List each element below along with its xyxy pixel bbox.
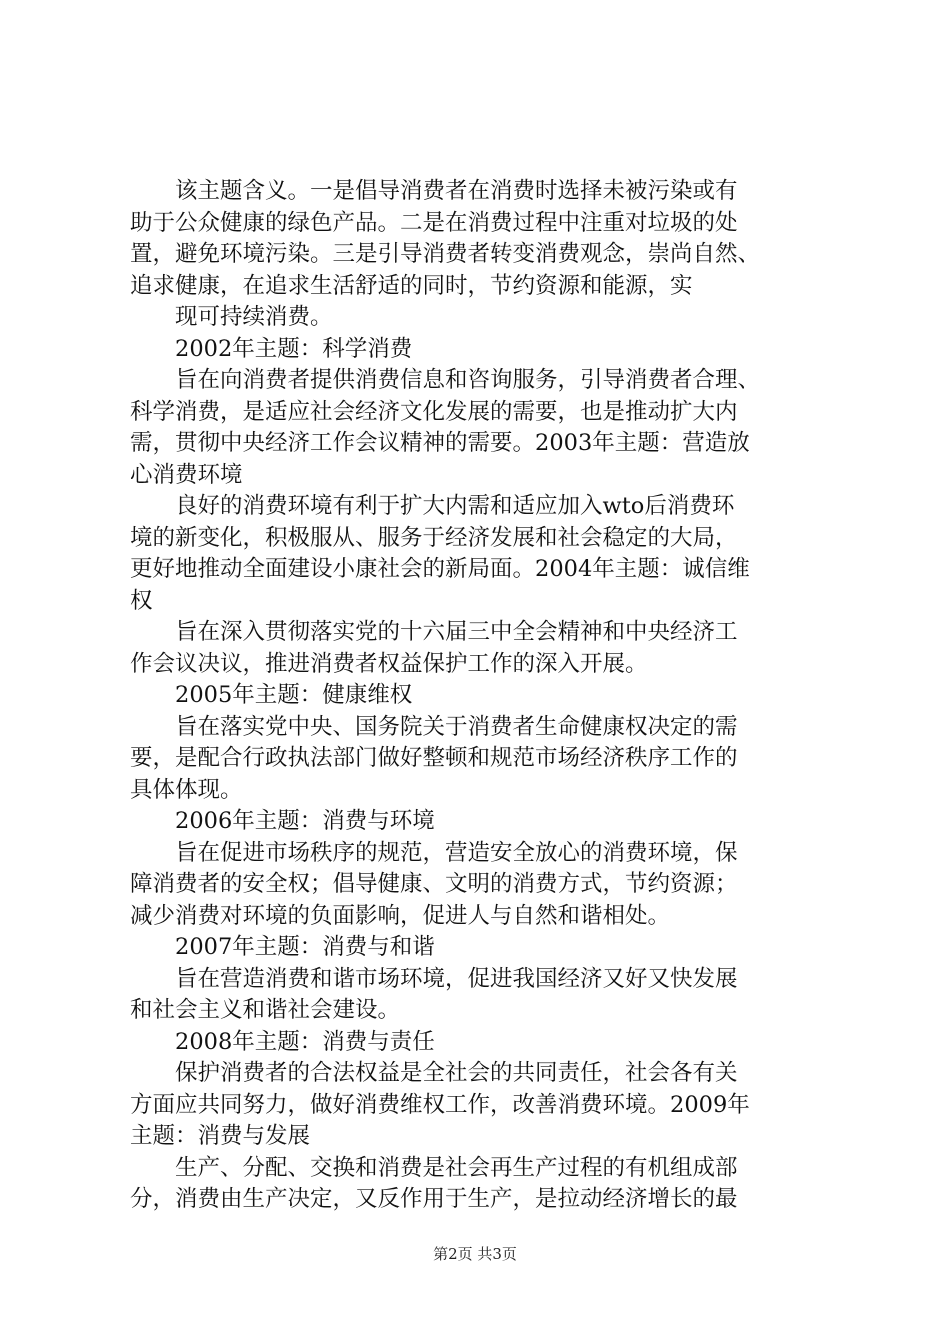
text-line: 境的新变化，积极服从、服务于经济发展和社会稳定的大局，	[130, 524, 738, 551]
text-line: 助于公众健康的绿色产品。二是在消费过程中注重对垃圾的处	[130, 209, 738, 236]
text-line: 生产、分配、交换和消费是社会再生产过程的有机组成部	[175, 1154, 738, 1181]
text-line: 要，是配合行政执法部门做好整顿和规范市场经济秩序工作的	[130, 745, 738, 771]
text-line: 分，消费由生产决定，又反作用于生产，是拉动经济增长的最	[130, 1186, 738, 1212]
text-line: 障消费者的安全权；倡导健康、文明的消费方式，节约资源；	[130, 871, 738, 897]
text-line: 作会议决议，推进消费者权益保护工作的深入开展。	[130, 650, 648, 677]
text-line: 该主题含义。一是倡导消费者在消费时选择未被污染或有	[175, 178, 738, 204]
text-line: 方面应共同努力，做好消费维权工作，改善消费环境。2009年	[130, 1091, 750, 1118]
text-line: 旨在促进市场秩序的规范，营造安全放心的消费环境，保	[175, 839, 738, 866]
text-line: 2002年主题：科学消费	[175, 335, 413, 362]
text-line: 权	[130, 587, 153, 614]
text-line: 保护消费者的合法权益是全社会的共同责任，社会各有关	[175, 1060, 738, 1086]
page-number-footer: 第2页 共3页	[433, 1245, 517, 1263]
text-line: 旨在营造消费和谐市场环境，促进我国经济又好又快发展	[175, 965, 738, 992]
text-line: 追求健康，在追求生活舒适的同时，节约资源和能源，实	[130, 272, 693, 299]
text-line: 旨在落实党中央、国务院关于消费者生命健康权决定的需	[175, 713, 738, 740]
text-line: 2008年主题：消费与责任	[175, 1028, 435, 1055]
text-line: 现可持续消费。	[175, 304, 333, 330]
text-line: 旨在深入贯彻落实党的十六届三中全会精神和中央经济工	[175, 619, 738, 645]
text-line: 旨在向消费者提供消费信息和咨询服务，引导消费者合理、	[175, 367, 761, 393]
text-line: 和社会主义和谐社会建设。	[130, 997, 401, 1023]
text-line: 心消费环境	[130, 461, 243, 488]
text-line: 需，贯彻中央经济工作会议精神的需要。2003年主题：营造放	[130, 430, 750, 456]
text-line: 具体体现。	[130, 776, 243, 803]
text-line: 2005年主题：健康维权	[175, 682, 413, 708]
text-line: 2007年主题：消费与和谐	[175, 934, 435, 960]
text-line: 良好的消费环境有利于扩大内需和适应加入wto后消费环	[175, 493, 735, 519]
text-line: 减少消费对环境的负面影响，促进人与自然和谐相处。	[130, 902, 671, 929]
text-line: 置，避免环境污染。三是引导消费者转变消费观念，崇尚自然、	[130, 241, 761, 267]
text-line: 更好地推动全面建设小康社会的新局面。2004年主题：诚信维	[130, 556, 750, 582]
document-body	[130, 176, 830, 1216]
text-line: 2006年主题：消费与环境	[175, 808, 435, 834]
text-line: 主题：消费与发展	[130, 1123, 311, 1149]
text-line: 科学消费，是适应社会经济文化发展的需要，也是推动扩大内	[130, 398, 738, 425]
